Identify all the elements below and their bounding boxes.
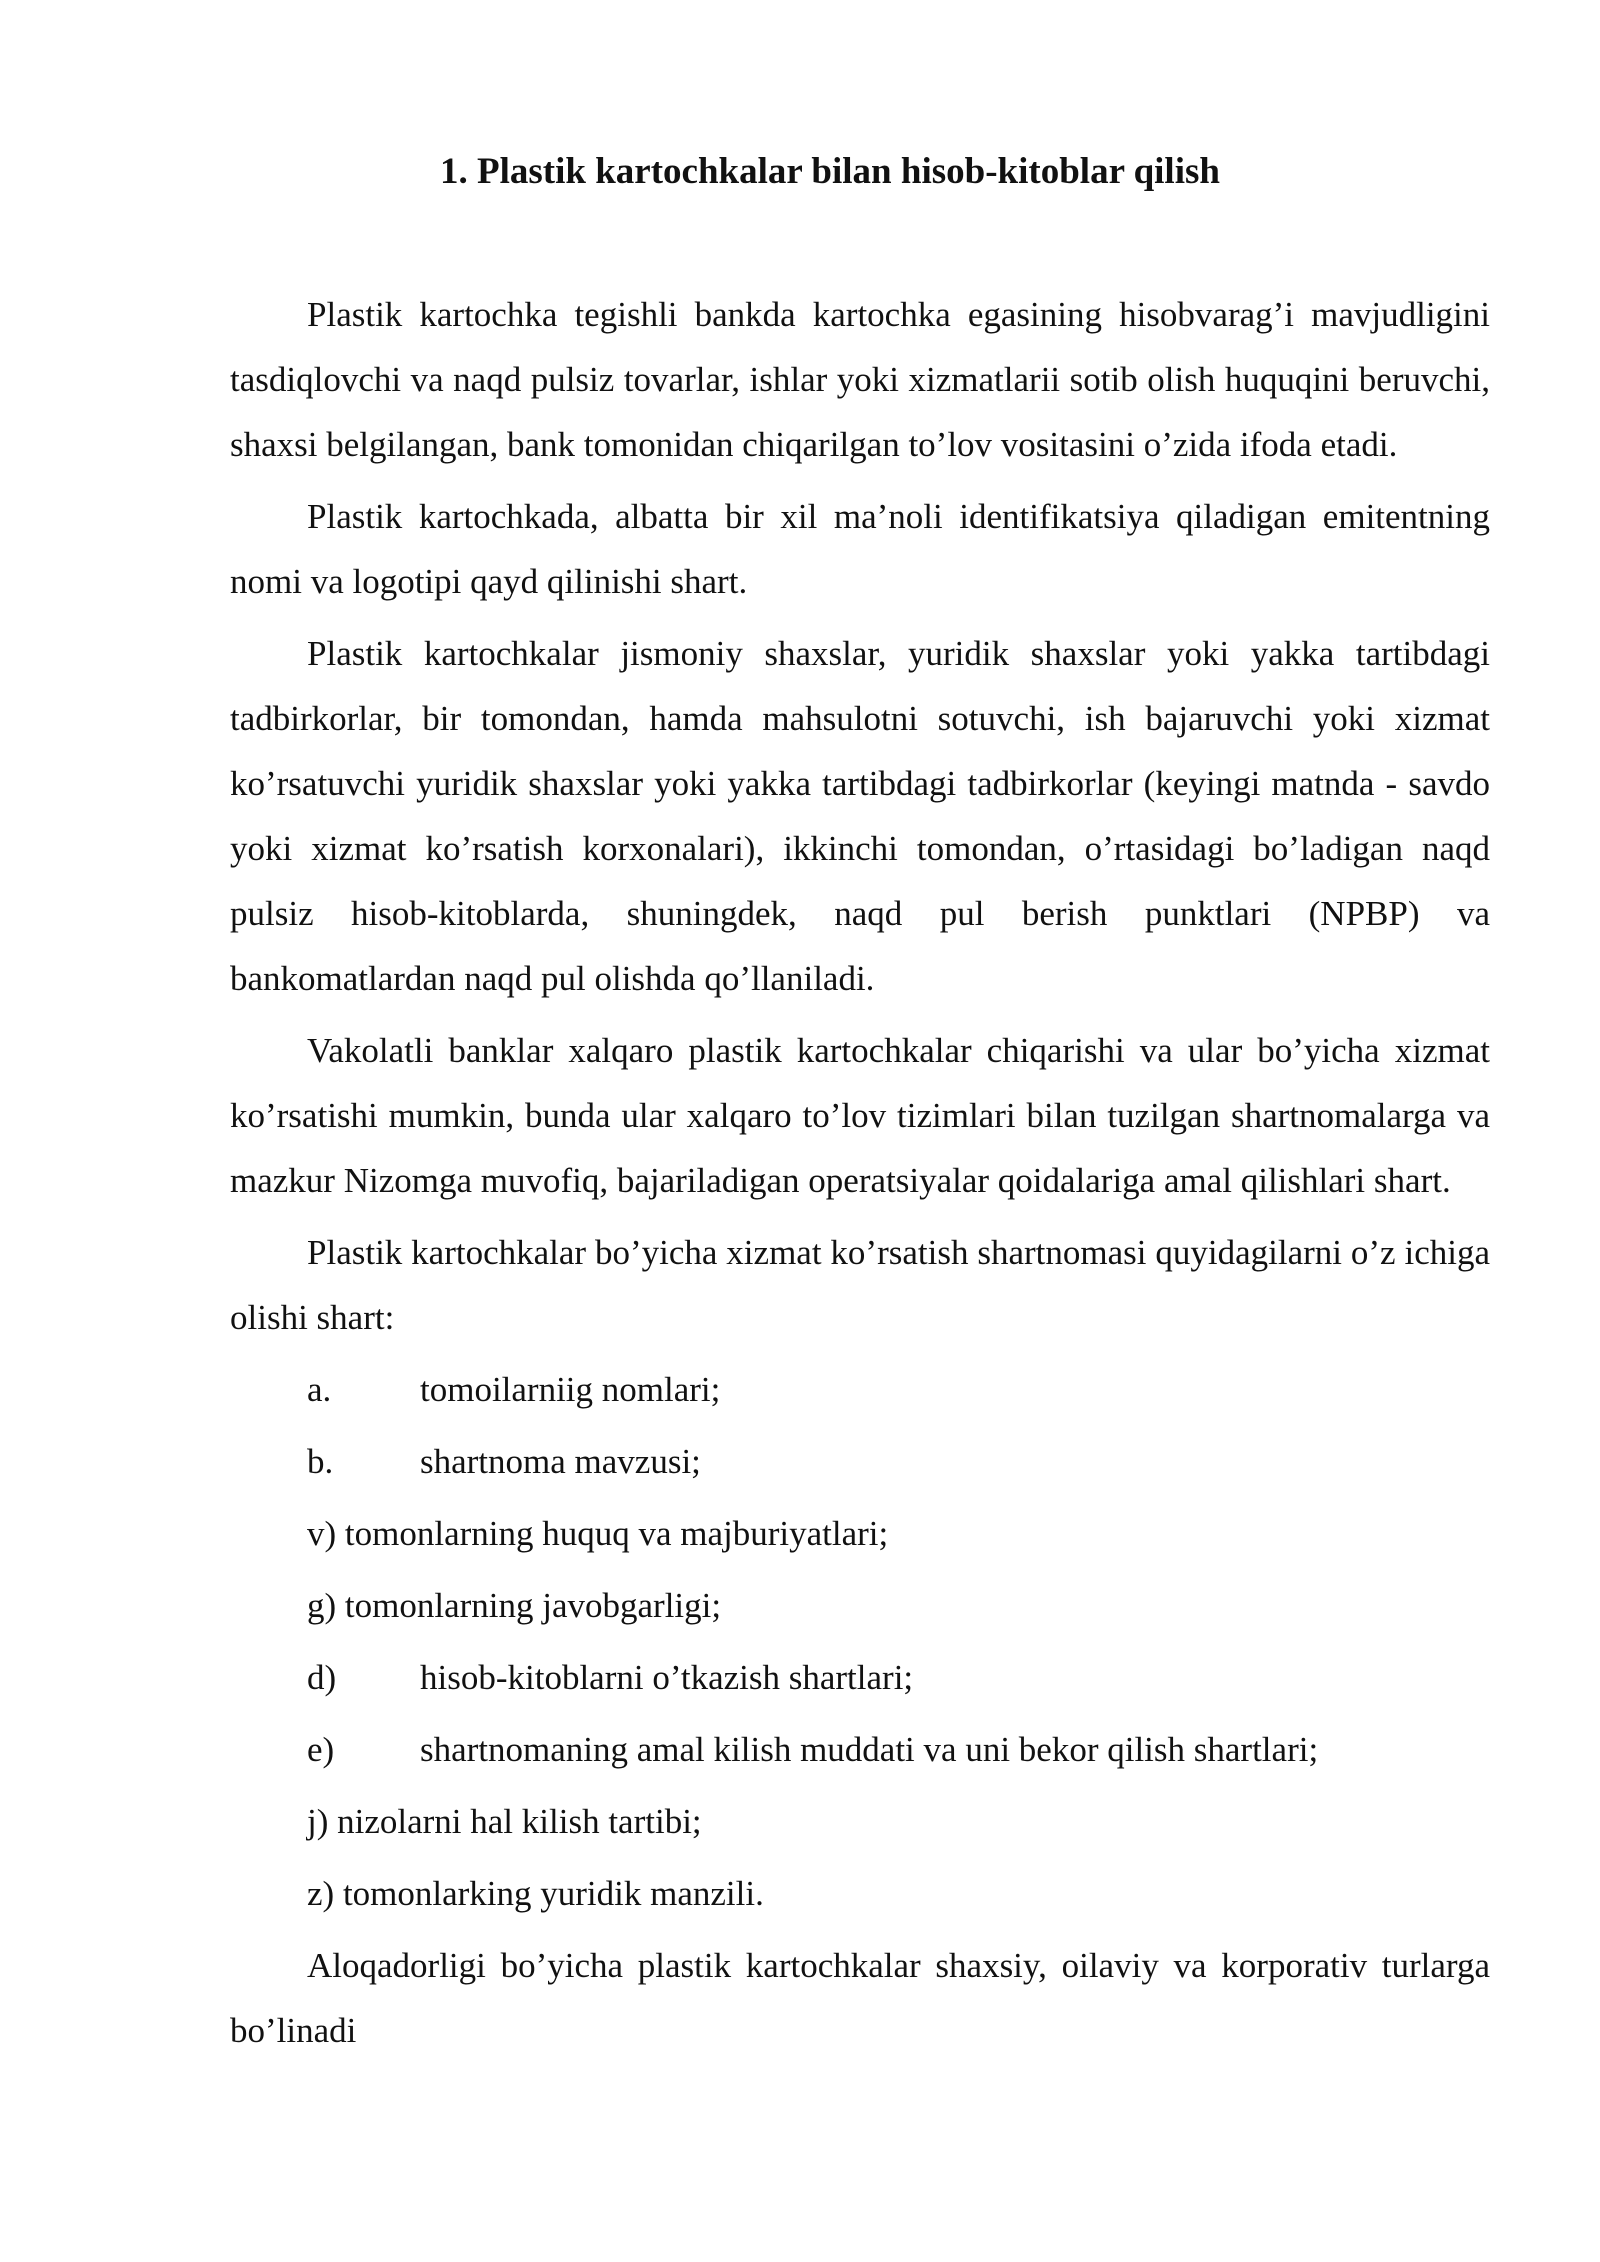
list-marker: d) <box>307 1658 337 1697</box>
section-title: 1. Plastik kartochkalar bilan hisob-kitoblar qilish <box>440 151 1220 192</box>
list-text: shartnoma mavzusi; <box>420 1442 701 1481</box>
list-item <box>230 1861 1490 1926</box>
list-item <box>230 1717 1490 1782</box>
list-item <box>230 1429 1490 1494</box>
paragraph-contract: Plastik kartochkalar bo’yicha xizmat ko’rsatish shartnomasi quyidagilarni o’z ichiga olishi shart: <box>230 1233 1490 1337</box>
list-text: z) tomonlarking yuridik manzili. <box>307 1874 764 1913</box>
paragraph-emitent: Plastik kartochkada, albatta bir xil ma’noli identifikatsiya qiladigan emitentning nomi va logotipi qayd qilinishi shart. <box>230 497 1490 601</box>
paragraph-usage: Plastik kartochkalar jismoniy shaxslar, yuridik shaxslar yoki yakka tartibdagi tadbirkorlar, bir tomondan, hamda mahsulotni sotuvchi, ish bajaruvchi yoki xizmat ko’rsatuvchi yuridik shaxslar yoki yakka tartibdagi tadbirkorlar (keyingi matnda - savdo yoki xizmat ko’rsatish korxonalari), ikkinchi tomondan, o’rtasidagi bo’ladigan naqd pulsiz hisob-kitoblarda, shuningdek, naqd pul berish punktlari (NPBP) va bankomatlardan naqd pul olishda qo’llaniladi. <box>230 634 1490 998</box>
paragraph-authorized-banks: Vakolatli banklar xalqaro plastik kartochkalar chiqarishi va ular bo’yicha xizmat ko’rsatishi mumkin, bunda ular xalqaro to’lov tizimlari bilan tuzilgan shartnomalarga va mazkur Nizomga muvofiq, bajariladigan operatsiyalar qoidalariga amal qilishlari shart. <box>230 1031 1490 1200</box>
paragraph-closing: Aloqadorligi bo’yicha plastik kartochkalar shaxsiy, oilaviy va korporativ turlarga bo’linadi <box>230 1946 1490 2050</box>
list-item <box>230 1645 1490 1710</box>
list-text: hisob-kitoblarni o’tkazish shartlari; <box>420 1658 914 1697</box>
list-text: shartnomaning amal kilish muddati va uni bekor qilish shartlari; <box>420 1730 1319 1769</box>
list-text: tomoilarniig nomlari; <box>420 1370 721 1409</box>
document-body <box>230 282 1490 2070</box>
paragraph-definition: Plastik kartochka tegishli bankda kartochka egasining hisobvarag’i mavjudligini tasdiqlovchi va naqd pulsiz tovarlar, ishlar yoki xizmatlarii sotib olish huquqini beruvchi, shaxsi belgilangan, bank tomonidan chiqarilgan to’lov vositasini o’zida ifoda etadi. <box>230 295 1490 464</box>
list-text: g) tomonlarning javobgarligi; <box>307 1586 722 1625</box>
list-marker: b. <box>307 1442 334 1481</box>
list-item <box>230 1357 1490 1422</box>
list-marker: e) <box>307 1730 335 1769</box>
list-text: j) nizolarni hal kilish tartibi; <box>307 1802 702 1841</box>
list-text: v) tomonlarning huquq va majburiyatlari; <box>307 1514 889 1553</box>
list-marker: a. <box>307 1370 332 1409</box>
list-item <box>230 1789 1490 1854</box>
list-item <box>230 1573 1490 1638</box>
list-item <box>230 1501 1490 1566</box>
